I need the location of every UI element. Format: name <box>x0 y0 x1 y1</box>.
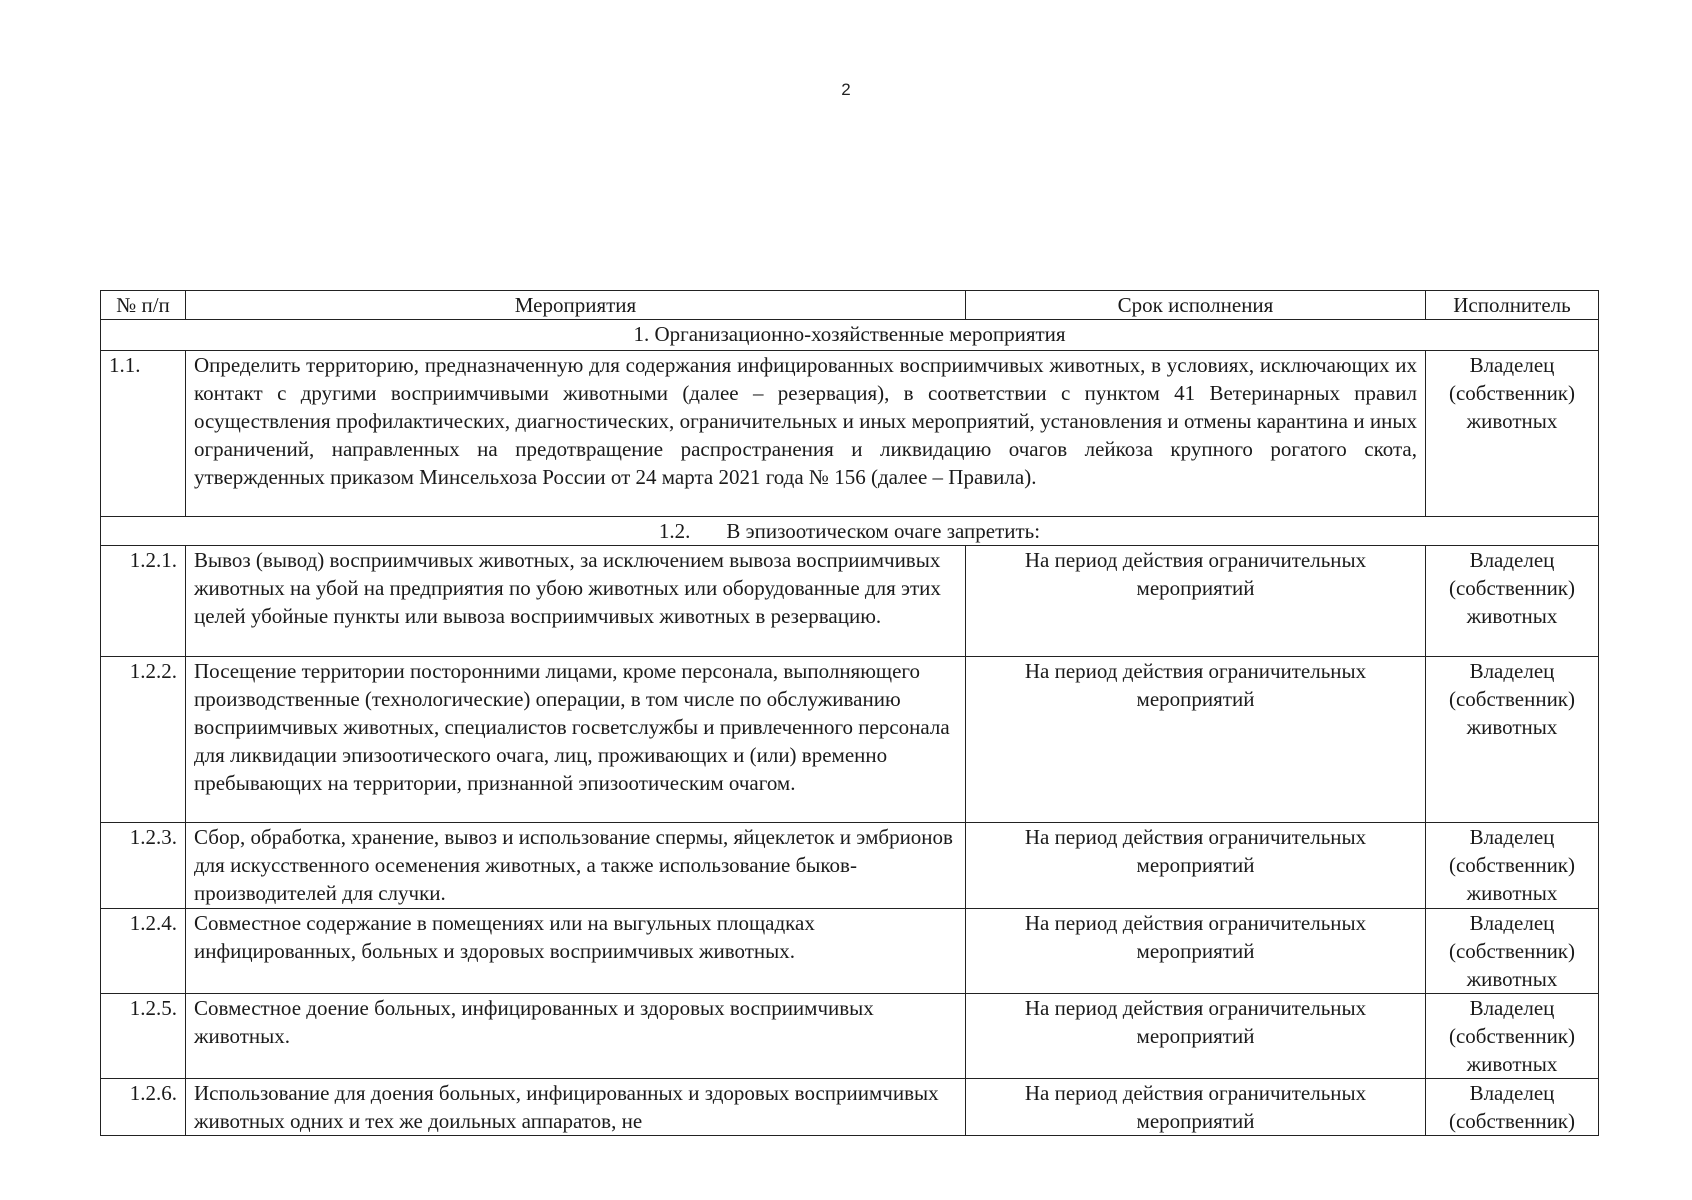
table-row <box>101 1079 1599 1136</box>
table-row <box>101 351 1599 517</box>
row-activity: Вывоз (вывод) восприимчивых животных, за исключением вывоза восприимчивых животных на убой на предприятия по убою животных или оборудованные для этих целей убойные пункты или вывоза восприимчивых животных в резервацию. <box>186 546 966 657</box>
row-executor: Владелец (собственник) животных <box>1426 546 1599 657</box>
row-term: На период действия ограничительных мероприятий <box>966 994 1426 1079</box>
row-executor: Владелец (собственник) животных <box>1426 657 1599 823</box>
table-row <box>101 909 1599 994</box>
row-executor: Владелец (собственник) животных <box>1426 909 1599 994</box>
row-term: На период действия ограничительных мероприятий <box>966 546 1426 657</box>
header-activity: Мероприятия <box>186 291 966 320</box>
measures-table <box>100 290 1599 1136</box>
row-term: На период действия ограничительных мероприятий <box>966 909 1426 994</box>
header-num: № п/п <box>101 291 186 320</box>
row-activity: Использование для доения больных, инфицированных и здоровых восприимчивых животных одних и тех же доильных аппаратов, не <box>186 1079 966 1136</box>
row-executor: Владелец (собственник) <box>1426 1079 1599 1136</box>
table-row <box>101 657 1599 823</box>
row-term: На период действия ограничительных мероприятий <box>966 1079 1426 1136</box>
header-term: Срок исполнения <box>966 291 1426 320</box>
subheader-text: В эпизоотическом очаге запретить: <box>726 519 1041 543</box>
row-number: 1.2.4. <box>101 909 186 994</box>
header-executor: Исполнитель <box>1426 291 1599 320</box>
row-number: 1.2.3. <box>101 823 186 909</box>
table-header-row <box>101 291 1599 320</box>
page-number: 2 <box>841 80 851 99</box>
section-heading-row <box>101 320 1599 351</box>
table-row <box>101 994 1599 1079</box>
row-activity: Посещение территории посторонними лицами, кроме персонала, выполняющего производственные (технологические) операции, в том числе по обслуживанию восприимчивых животных, специалистов госветслужбы и привлеченного персонала для ликвидации эпизоотического очага, лиц, проживающих и (или) временно пребывающих на территории, признанной эпизоотическим очагом. <box>186 657 966 823</box>
subheader-number: 1.2. <box>658 519 691 543</box>
row-executor: Владелец (собственник) животных <box>1426 823 1599 909</box>
row-activity: Совместное содержание в помещениях или на выгульных площадках инфицированных, больных и здоровых восприимчивых животных. <box>186 909 966 994</box>
row-number: 1.2.5. <box>101 994 186 1079</box>
row-executor: Владелец (собственник) животных <box>1426 994 1599 1079</box>
row-activity: Сбор, обработка, хранение, вывоз и использование спермы, яйцеклеток и эмбрионов для искусственного осеменения животных, а также использование быков-производителей для случки. <box>186 823 966 909</box>
row-number: 1.2.2. <box>101 657 186 823</box>
row-number: 1.1. <box>101 351 186 517</box>
subheader-cell <box>101 517 1599 546</box>
row-term: На период действия ограничительных мероприятий <box>966 823 1426 909</box>
subheader-row <box>101 517 1599 546</box>
table-row <box>101 546 1599 657</box>
row-activity: Совместное доение больных, инфицированных и здоровых восприимчивых животных. <box>186 994 966 1079</box>
row-executor: Владелец (собственник) животных <box>1426 351 1599 517</box>
section-heading: 1. Организационно-хозяйственные мероприятия <box>101 320 1599 351</box>
row-number: 1.2.6. <box>101 1079 186 1136</box>
row-term: На период действия ограничительных мероприятий <box>966 657 1426 823</box>
row-activity: Определить территорию, предназначенную для содержания инфицированных восприимчивых животных, в условиях, исключающих их контакт с другими восприимчивыми животными (далее – резервация), в соответствии с пунктом 41 Ветеринарных правил осуществления профилактических, диагностических, ограничительных и иных мероприятий, установления и отмены карантина и иных ограничений, направленных на предотвращение распространения и ликвидацию очагов лейкоза крупного рогатого скота, утвержденных приказом Минсельхоза России от 24 марта 2021 года № 156 (далее – Правила). <box>186 351 1426 517</box>
table-row <box>101 823 1599 909</box>
row-number: 1.2.1. <box>101 546 186 657</box>
